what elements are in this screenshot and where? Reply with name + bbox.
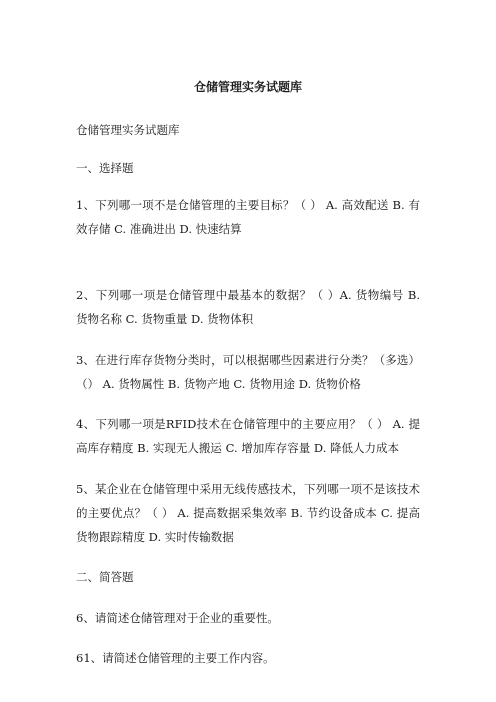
question-6: 6、请简述仓储管理对于企业的重要性。 [76, 611, 279, 625]
section-heading-short-answer: 二、简答题 [76, 570, 134, 584]
question-3: 3、在进行库存货物分类时，可以根据哪些因素进行分类？（多选）（） A. 货物属性 B. 货物产地 C. 货物用途 D. 货物价格 [76, 353, 420, 391]
question-1: 1、下列哪一项不是仓储管理的主要目标？（ ） A. 高效配送 B. 有效存储 C. 准确进出 D. 快速结算 [76, 198, 420, 236]
question-61: 61、请简述仓储管理的主要工作内容。 [76, 651, 275, 665]
question-4: 4、下列哪一项是RFID技术在仓储管理中的主要应用？（ ） A. 提高库存精度 B. 实现无人搬运 C. 增加库存容量 D. 降低人力成本 [76, 417, 420, 455]
document-subtitle: 仓储管理实务试题库 [76, 123, 180, 137]
section-heading-choice: 一、选择题 [76, 161, 134, 175]
question-5: 5、某企业在仓储管理中采用无线传感技术，下列哪一项不是该技术的主要优点？（ ） A. 提高数据采集效率 B. 节约设备成本 C. 提高货物跟踪精度 D. 实时传输数据 [76, 482, 420, 544]
document-title: 仓储管理实务试题库 [193, 80, 302, 94]
question-2: 2、下列哪一项是仓储管理中最基本的数据？（ ）A. 货物编号 B. 货物名称 C. 货物重量 D. 货物体积 [76, 288, 420, 326]
